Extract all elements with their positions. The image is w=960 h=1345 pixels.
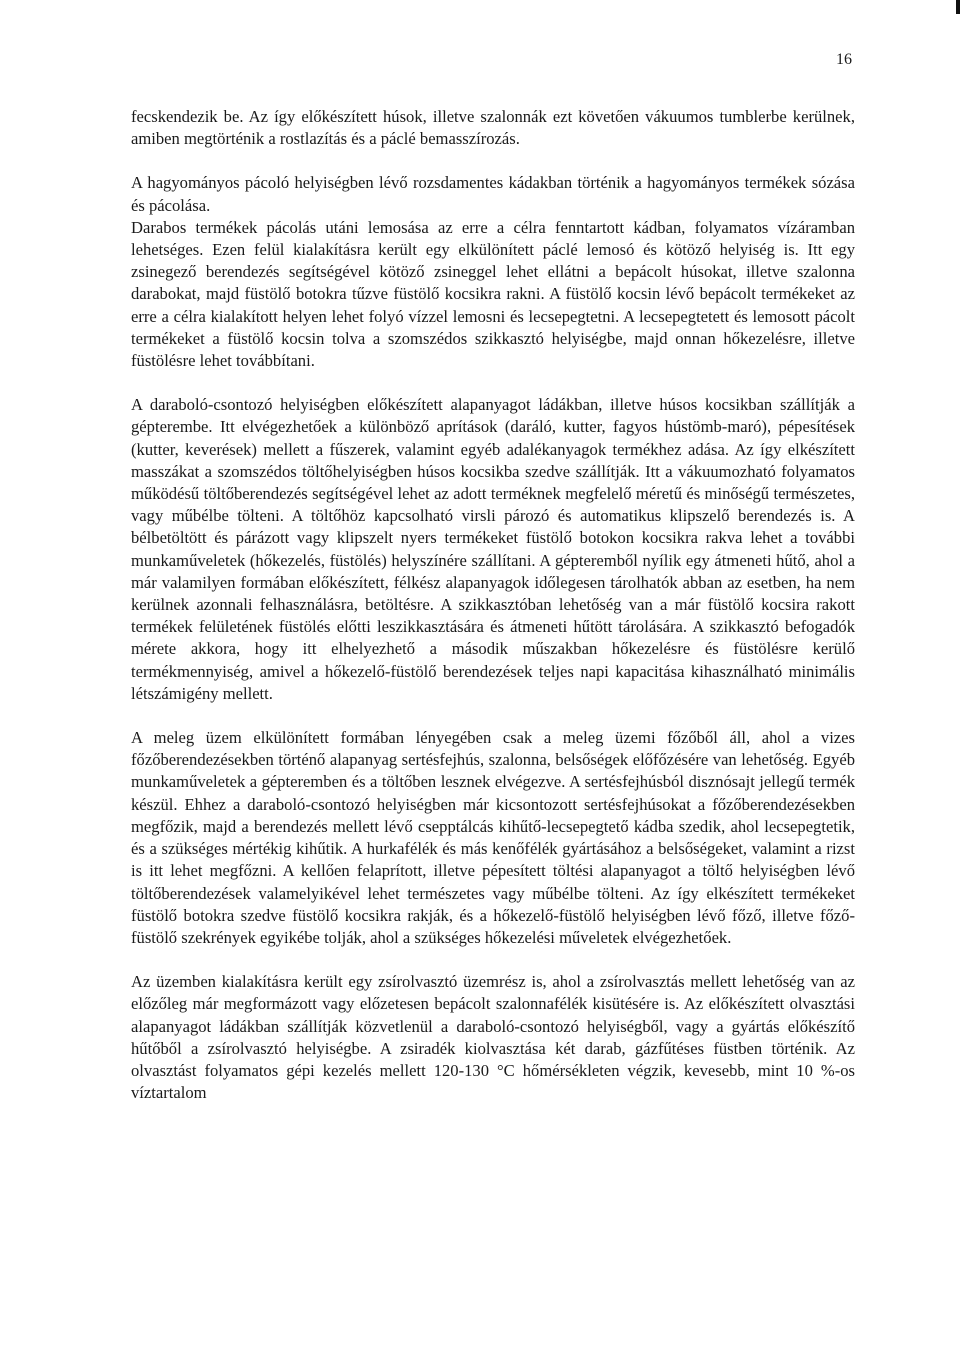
paragraph-machine-room: A daraboló-csontozó helyiségben előkészített alapanyagot ládákban, illetve húsos kocsikban szállítják a gépterembe. Itt elvégezhetőek a különböző aprítások (daráló, kutter, fagyos hústömb-maró), pépesítések (kutter, keverések) mellett a fűszerek, valamint egyéb adalékanyagok termékhez adása. Az így elkészített masszákat a szomszédos töltőhelyiségben húsos kocsikba szedve szállítják. Itt a vákuumozható folyamatos működésű töltőberendezés segítségével lehet az adott terméknek megfelelő méretű és minőségű természetes, vagy műbélbe tölteni. A töltőhöz kapcsolható virsli pározó és automatikus klipszelő berendezés is. A bélbetöltött és párázott vagy klipszelt nyers termékeket füstölő botokon kocsikra rakva lehet a további munkaműveletek (hőkezelés, füstölés) helyszínére szállítani. A gépteremből nyílik egy átmeneti hűtő, ahol a már valamilyen formában előkészített, félkész alapanyagok időlegesen tárolhatók abban az esetben, ha nem kerülnek azonnali felhasználásra, betöltésre. A szikkasztóban lehetőség van a már füstölő kocsira rakott termékek felületének füstölés előtti leszikkasztására és átmeneti hűtött tárolására. A szikkasztó befogadók mérete akkora, hogy itt elhelyezhető a második műszakban hőkezelésre és füstölésre kerülő termékmennyiség, amivel a hőkezelő-füstölő berendezések teljes napi kapacitása kihasználható minimális létszámigény mellett. (131, 395, 855, 703)
document-body (131, 106, 855, 1104)
paragraph-hot-plant: A meleg üzem elkülönített formában lényegében csak a meleg üzemi főzőből áll, ahol a vizes főzőberendezésekben történő alapanyag sertésfejhús, szalonna, belsőségek előfőzésére van lehetőség. Egyéb munkaműveletek a gépteremben és a töltőben lesznek elvégezve. A sertésfejhúsból disznósajt jellegű termék készül. Ehhez a daraboló-csontozó helyiségben már kicsontozott sertésfejhúsokat a főzőberendezésekben megfőzik, majd a berendezés mellett lévő csepptálcás kihűtő-lecsepegtető kádba szedik, ahol lecsepegtetik, és a szükséges mértékig kihűtik. A hurkafélék és más kenőfélék gyártásához a belsőségeket, valamint a rizst is itt lehet megfőzni. A kellően felaprított, illetve pépesített töltési alapanyagot a töltő helyiségben lévő töltőberendezések valamelyikével lehet természetes vagy műbélbe tölteni. Az így elkészített termékeket füstölő botokra szedve füstölő kocsikra rakják, és a hőkezelő-füstölő helyiségben lévő főző, illetve főző-füstölő szekrények egyikébe tolják, ahol a szükséges hőkezelési műveletek elvégezhetőek. (131, 728, 855, 947)
paragraph-continuation: fecskendezik be. Az így előkészített húsok, illetve szalonnák ezt követően vákuumos tumblerbe kerülnek, amiben megtörténik a rostlazítás és a páclé bemasszírozás. (131, 107, 855, 149)
paragraph-fat-rendering: Az üzemben kialakításra került egy zsírolvasztó üzemrész is, ahol a zsírolvasztás mellett lehetőség van az előzőleg már megformázott vagy előzetesen bepácolt szalonnafélék kisütésére is. Az előkészített olvasztási alapanyagot ládákban szállítják közvetlenül a daraboló-csontozó helyiségből, vagy a gyártás előkészítő hűtőből a zsírolvasztó helyiségbe. A zsiradék kiolvasztása két darab, gázfűtéses füstben történik. Az olvasztást folyamatos gépi kezelés mellett 120-130 °C hőmérsékleten végzik, kevesebb, mint 10 %-os víztartalom (131, 972, 855, 1103)
scan-edge-mark (956, 0, 960, 14)
paragraph-traditional-curing: A hagyományos pácoló helyiségben lévő rozsdamentes kádakban történik a hagyományos termékek sózása és pácolása. (131, 173, 855, 215)
paragraph-rinsing-tying: Darabos termékek pácolás utáni lemosása az erre a célra fenntartott kádban, folyamatos vízáramban lehetséges. Ezen felül kialakításra került egy elkülönített páclé lemosó és kötöző helyiség is. Itt egy zsinegező berendezés segítségével kötöző zsineggel lehet ellátni a bepácolt húsokat, illetve szalonna darabokat, majd füstölő botokra tűzve füstölő kocsikra rakni. A füstölő kocsin lévő bepácolt termékeket az erre a célra kialakított helyen lehet folyó vízzel lemosni és lecsepegtetni. A lecsepegtetett és lemosott pácolt termékeket a füstölő kocsin tolva a szomszédos szikkasztó helyiségbe, majd onnan hőkezelésre, illetve füstölésre lehet továbbítani. (131, 217, 855, 371)
page-number: 16 (836, 51, 852, 68)
